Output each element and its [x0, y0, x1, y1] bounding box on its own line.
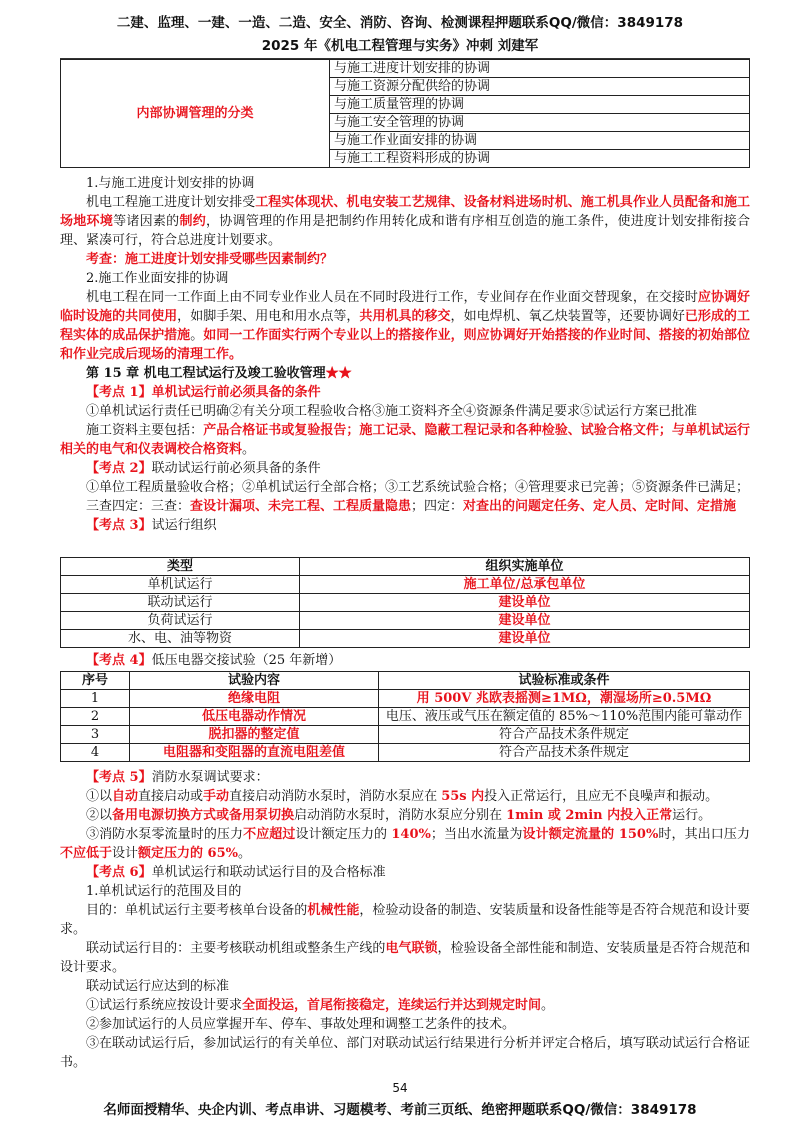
emphasis-text: 手动: [203, 789, 230, 804]
text: 三查四定：三查：: [86, 499, 191, 514]
text: ①以: [86, 789, 113, 804]
table-cell: 3: [61, 726, 130, 744]
table-cell: 绝缘电阻: [130, 690, 379, 708]
paragraph: [60, 939, 750, 977]
text: ；当出水流量为: [430, 827, 523, 842]
table-cell: 符合产品技术条件规定: [379, 726, 750, 744]
text: 直接启动消防水泵时，消防水泵应在: [229, 789, 442, 804]
text: ，如脚手架、用电和用水点等，: [177, 309, 360, 324]
table-cell: 电阻器和变阻器的直流电阻差值: [130, 744, 379, 762]
table-cell: 单机试运行: [61, 576, 300, 594]
key-point-title: 试运行组织: [151, 518, 217, 533]
key-point-title: 消防水泵调试要求：: [151, 770, 269, 785]
key-point-heading: [60, 651, 750, 670]
text: ，检验设备全部性能和制造、安装质量是否符合规范和设计要求。: [60, 941, 750, 975]
emphasis-text: 工程实体现状、机电安装工艺规律、设备材料进场时机、施工机具作业人员配备和施工场地环境: [60, 195, 750, 229]
table-row: [61, 690, 750, 708]
key-point-title: 低压电器交接试验（25 年新增）: [151, 653, 342, 668]
table-cell: 电压、液压或气压在额定值的 85%～110%范围内能可靠动作: [379, 708, 750, 726]
table-row: [61, 708, 750, 726]
paragraph: [60, 787, 750, 806]
paragraph: ②参加试运行的人员应掌握开车、停车、事故处理和调整工艺条件的技术。: [86, 1017, 516, 1032]
text: 设计额定压力的: [295, 827, 392, 842]
paragraph: [60, 421, 750, 459]
table-cell: 与施工安全管理的协调: [330, 114, 750, 132]
text: 。: [238, 846, 252, 861]
emphasis-text: 机械性能: [307, 903, 360, 918]
table-row: [61, 726, 750, 744]
internal-coordination-table: [60, 59, 750, 168]
page-number: 54: [392, 1081, 408, 1095]
table-header-row: [61, 672, 750, 690]
emphasis-text: 电气联锁: [385, 941, 438, 956]
table-cell: 联动试运行: [61, 594, 300, 612]
emphasis-text: 制约: [179, 214, 207, 229]
key-point-title: 单机试运行前必须具备的条件: [151, 385, 321, 400]
text: 。: [541, 998, 555, 1013]
table-cell: 施工单位/总承包单位: [300, 576, 750, 594]
paragraph: [60, 996, 750, 1015]
key-point-heading: [60, 863, 750, 882]
table-cell: 建设单位: [300, 612, 750, 630]
table-cell: 建设单位: [300, 630, 750, 648]
table-header-cell: 类型: [61, 558, 300, 576]
key-point-heading: [60, 768, 750, 787]
key-point-tag: 【考点 5】: [86, 770, 152, 785]
text: ，协调管理的作用是把制约作用转化成和谐有序相互创造的施工条件，使进度计划安排衔接合理、紧凑可行，符合总进度计划要求。: [60, 214, 750, 248]
table-header-cell: 试验内容: [130, 672, 379, 690]
text: 机电工程施工进度计划安排受: [86, 195, 256, 210]
text: 施工资料主要包括：: [86, 423, 204, 438]
section-heading: 联动试运行应达到的标准: [86, 979, 230, 994]
text: ②以: [86, 808, 113, 823]
paragraph: [60, 193, 750, 250]
table-row: [61, 594, 750, 612]
emphasis-text: 对查出的问题定任务、定人员、定时间、定措施: [463, 499, 737, 514]
paragraph: ①单机试运行责任已明确②有关分项工程验收合格③施工资料齐全④资源条件满足要求⑤试运行方案已批准: [86, 404, 698, 419]
emphasis-text: 如同一工作面实行两个专业以上的搭接作业，则应协调好开始搭接的作业时间、搭接的初始部位和作业完成后现场的清理工作。: [60, 328, 750, 362]
paragraph: [60, 901, 750, 939]
emphasis-text: 1min 或 2min 内投入正常: [506, 808, 673, 823]
paragraph: ①单位工程质量验收合格；②单机试运行全部合格；③工艺系统试验合格；④管理要求已完善；⑤资源条件已满足；: [86, 480, 750, 495]
table-cell: 建设单位: [300, 594, 750, 612]
table-cell: 与施工资源分配供给的协调: [330, 78, 750, 96]
text: 。: [242, 442, 256, 457]
emphasis-text: 额定压力的 65%: [138, 846, 239, 861]
text: 运行。: [672, 808, 712, 823]
paragraph: [60, 825, 750, 863]
emphasis-text: 140%: [391, 827, 431, 842]
key-point-tag: 【考点 6】: [86, 865, 152, 880]
table-header-cell: 试验标准或条件: [379, 672, 750, 690]
table-left-cell: 内部协调管理的分类: [61, 60, 330, 168]
key-points-5-6: [60, 768, 750, 1072]
table-header-cell: 组织实施单位: [300, 558, 750, 576]
paragraph: [60, 497, 750, 516]
emphasis-text: 全面投运，首尾衔接稳定，连续运行并达到规定时间: [242, 998, 542, 1013]
text: ，检验动设备的制造、安装质量和设备性能等是否符合规范和设计要求。: [60, 903, 750, 937]
key-point-heading: [60, 516, 750, 535]
key-point-tag: 【考点 3】: [86, 518, 152, 533]
text: 等诸因素的: [113, 214, 180, 229]
trial-run-organization-table: [60, 557, 750, 648]
emphasis-text: 产品合格证书或复验报告；施工记录、隐蔽工程记录和各种检验、试验合格文件；与单机试运行相关的电气和仪表调校合格资料: [60, 423, 750, 457]
section-heading: 1.单机试运行的范围及目的: [86, 884, 242, 899]
table-cell: 4: [61, 744, 130, 762]
key-point-title: 联动试运行前必须具备的条件: [151, 461, 321, 476]
text: 目的：单机试运行主要考核单台设备的: [86, 903, 308, 918]
emphasis-text: 共用机具的移交: [359, 309, 451, 324]
paragraph: [60, 806, 750, 825]
table-cell: 负荷试运行: [61, 612, 300, 630]
table-cell: 与施工进度计划安排的协调: [330, 60, 750, 78]
table-header-cell: 序号: [61, 672, 130, 690]
table-cell: 用 500V 兆欧表摇测≥1MΩ，潮湿场所≥0.5MΩ: [379, 690, 750, 708]
table-row: [61, 744, 750, 762]
text: ，如电焊机、氧乙炔装置等，还要协调好: [450, 309, 685, 324]
table-row: [61, 630, 750, 648]
paragraph: ③在联动试运行后，参加试运行的有关单位、部门对联动试运行结果进行分析并评定合格后，填写联动试运行合格证书。: [60, 1036, 750, 1070]
emphasis-text: 不应低于: [60, 846, 113, 861]
text: 时，其出口压力: [658, 827, 750, 842]
key-point-4-heading-block: [60, 651, 750, 670]
text: ③消防水泵零流量时的压力: [86, 827, 244, 842]
key-point-tag: 【考点 4】: [86, 653, 152, 668]
chapter-title-text: 第 15 章 机电工程试运行及竣工验收管理: [86, 366, 326, 381]
key-point-heading: [60, 459, 750, 478]
emphasis-text: 应协调好临时设施的共同使用: [60, 290, 750, 324]
paragraph: [60, 288, 750, 364]
key-point-title: 单机试运行和联动试运行目的及合格标准: [151, 865, 386, 880]
table-header-row: [61, 558, 750, 576]
text: 机电工程在同一工作面上由不同专业作业人员在不同时段进行工作，专业间存在作业面交替现象，在交接时: [86, 290, 698, 305]
emphasis-text: 设计额定流量的 150%: [522, 827, 659, 842]
emphasis-text: 55s 内: [441, 789, 485, 804]
star-icon: ★★: [325, 366, 352, 381]
table-cell: 1: [61, 690, 130, 708]
header-contact-line: 二建、监理、一建、一造、二造、安全、消防、咨询、检测课程押题联系QQ/微信：3849178: [116, 15, 684, 31]
section-heading: 1.与施工进度计划安排的协调: [86, 176, 255, 191]
exam-question: 考查：施工进度计划安排受哪些因素制约？: [86, 252, 334, 267]
text: ；四定：: [411, 499, 464, 514]
table-cell: 与施工工程资料形成的协调: [330, 150, 750, 168]
text: 直接启动或: [138, 789, 204, 804]
emphasis-text: 自动: [112, 789, 139, 804]
section-schedule-coordination: [60, 174, 750, 535]
table-row: [61, 576, 750, 594]
table-cell: 与施工质量管理的协调: [330, 96, 750, 114]
table-cell: 2: [61, 708, 130, 726]
text: 投入正常运行，且应无不良噪声和振动。: [484, 789, 719, 804]
table-cell: 低压电器动作情况: [130, 708, 379, 726]
key-point-heading: [60, 383, 750, 402]
key-point-tag: 【考点 2】: [86, 461, 152, 476]
text: 。: [190, 328, 204, 343]
key-point-tag: 【考点 1】: [86, 385, 152, 400]
text: 联动试运行目的：主要考核联动机组或整条生产线的: [86, 941, 386, 956]
emphasis-text: 已形成的工程实体的成品保护措施: [60, 309, 750, 343]
section-heading: 2.施工作业面安排的协调: [86, 271, 229, 286]
text: 启动消防水泵时，消防水泵应分别在: [294, 808, 507, 823]
emphasis-text: 查设计漏项、未完工程、工程质量隐患: [190, 499, 412, 514]
text: ①试运行系统应按设计要求: [86, 998, 243, 1013]
header-course-title: 2025 年《机电工程管理与实务》冲刺 刘建军: [261, 38, 539, 54]
chapter-title: [60, 364, 750, 383]
text: 设计: [112, 846, 139, 861]
table-cell: 脱扣器的整定值: [130, 726, 379, 744]
emphasis-text: 备用电源切换方式或备用泵切换: [112, 808, 295, 823]
footer-contact-line: 名师面授精华、央企内训、考点串讲、习题模考、考前三页纸、绝密押题联系QQ/微信：3849178: [103, 1102, 697, 1118]
table-cell: 水、电、油等物资: [61, 630, 300, 648]
low-voltage-test-table: [60, 671, 750, 762]
emphasis-text: 不应超过: [243, 827, 296, 842]
table-row: [61, 60, 750, 78]
table-cell: 符合产品技术条件规定: [379, 744, 750, 762]
table-row: [61, 612, 750, 630]
table-cell: 与施工作业面安排的协调: [330, 132, 750, 150]
